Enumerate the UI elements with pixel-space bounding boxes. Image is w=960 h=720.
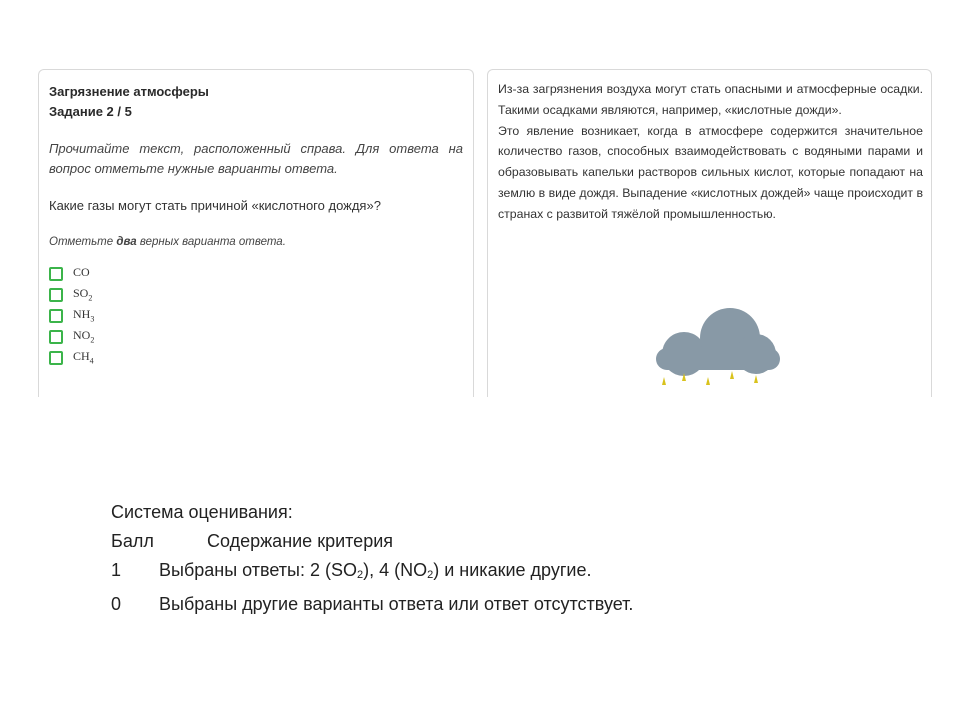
option-label[interactable]: CO [73,265,90,280]
checkbox[interactable] [49,288,63,302]
scoring-heading: Система оценивания: [111,502,293,522]
checkbox[interactable] [49,351,63,365]
rain-cloud-icon [648,298,788,397]
option-label[interactable]: $NH_3$ [73,307,95,324]
hint-bold: два [116,236,137,248]
score-value: 0 [111,594,122,614]
scoring-row [111,556,633,590]
checkbox[interactable] [49,309,63,323]
task-panel [38,69,474,397]
scoring-system [111,498,633,619]
answer-option-nh3[interactable] [49,305,463,326]
answer-option-ch4[interactable] [49,347,463,368]
answer-option-no2[interactable] [49,326,463,347]
answer-option-so2[interactable] [49,284,463,305]
passage-paragraph-2: Это явление возникает, когда в атмосфере содержится значительное количество газов, способных взаимодействовать с водяными парами и образовывать капельки растворов сильных кислот, которые попадают на землю в виде дождя. Выпадение «кислотных дождей» чаще происходит в странах с развитой тяжёлой промышленностью. [498,123,923,221]
answer-hint [49,233,463,251]
task-question: Какие газы могут стать причиной «кислотного дождя»? [49,198,381,213]
option-label[interactable]: $NO_2$ [73,328,95,345]
passage-paragraph-1: Из-за загрязнения воздуха могут стать опасными и атмосферные осадки. Такими осадками являются, например, «кислотные дожди». [498,82,923,117]
task-number: Задание 2 / 5 [49,104,132,119]
criteria-column-header: Содержание критерия [207,531,394,551]
scoring-header-row [111,527,633,556]
answer-option-co[interactable] [49,263,463,284]
checkbox[interactable] [49,330,63,344]
cloud-shape [656,308,780,376]
criteria-text: Выбраны другие варианты ответа или ответ отсутствует. [159,594,634,614]
passage-text [498,79,923,225]
score-column-header: Балл [111,531,154,551]
text-panel [487,69,932,397]
option-label[interactable]: $SO_2$ [73,286,93,303]
task-instruction: Прочитайте текст, расположенный справа. Для ответа на вопрос отметьте нужные варианты ответа. [49,141,463,176]
scoring-row [111,590,633,619]
task-title: Загрязнение атмосферы [49,84,209,99]
hint-suffix: верных варианта ответа. [139,236,286,248]
criteria-text: Выбраны ответы: 2 $(SO_2)$, 4 $(NO_2)$ и никакие другие. [159,560,592,581]
score-value: 1 [111,560,122,580]
option-label[interactable]: $CH_4$ [73,349,94,366]
checkbox[interactable] [49,267,63,281]
hint-prefix: Отметьте [49,236,114,248]
answer-options [49,263,463,368]
